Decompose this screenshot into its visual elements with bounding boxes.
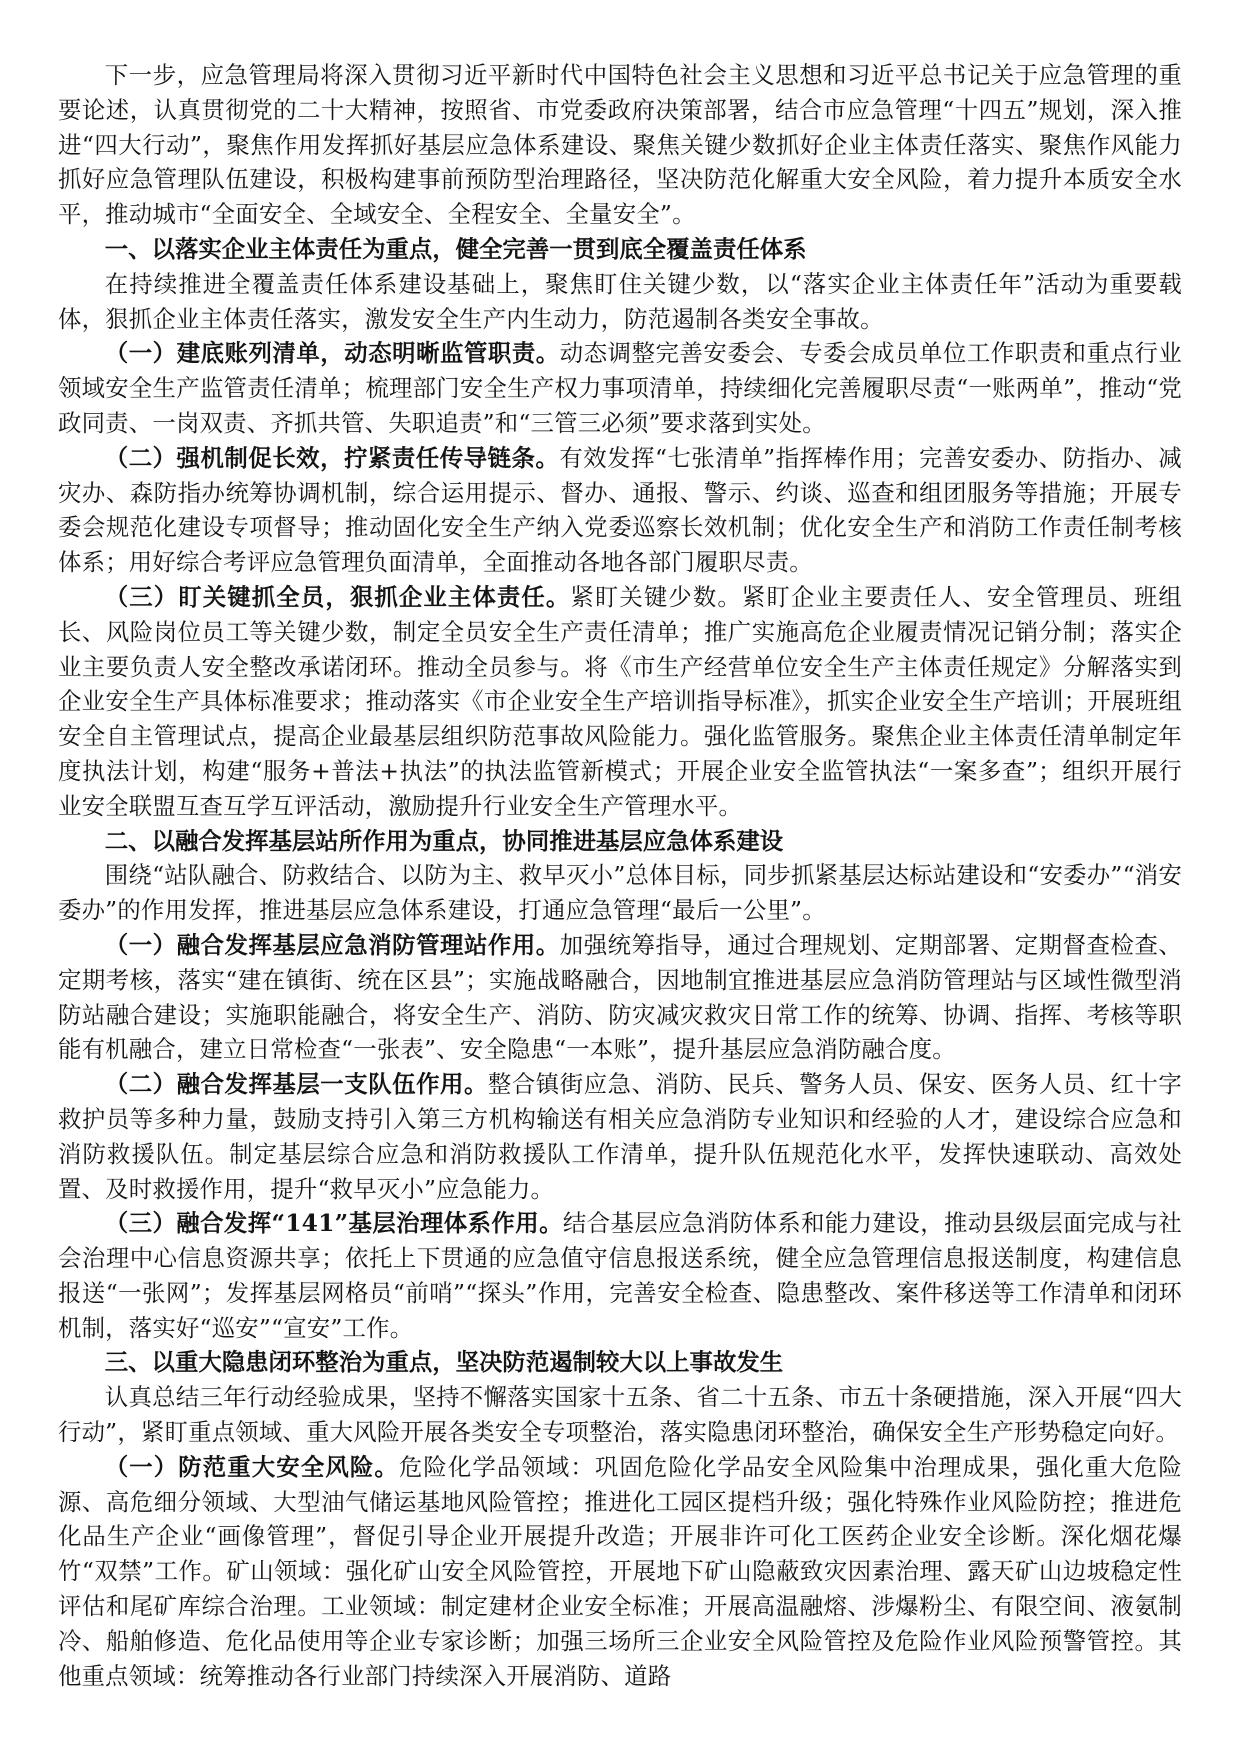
section-2-item-2-lead: （二）融合发挥基层一支队伍作用。	[104, 1070, 488, 1099]
section-3-item-1	[58, 1450, 1182, 1694]
section-2-item-2-text: 整合镇街应急、消防、民兵、警务人员、保安、医务人员、红十字救护员等多种力量，鼓励支持引入第三方机构输送有相关应急消防专业知识和经验的人才，建设综合应急和消防救援队伍。制定基层综合应急和消防救援队工作清单，提升队伍规范化水平，发挥快速联动、高效处置、及时救援作用，提升“救早灭小”应急能力。	[58, 1070, 1182, 1203]
section-1-item-2-lead: （二）强机制促长效，拧紧责任传导链条。	[104, 443, 560, 472]
section-3-item-1-text: 危险化学品领域：巩固危险化学品安全风险集中治理成果，强化重大危险源、高危细分领域、大型油气储运基地风险管控；推进化工园区提档升级；强化特殊作业风险防控；推进危化品生产企业“画像管理”，督促引导企业开展提升改造；开展非许可化工医药企业安全诊断。深化烟花爆竹“双禁”工作。矿山领域：强化矿山安全风险管控，开展地下矿山隐蔽致灾因素治理、露天矿山边坡稳定性评估和尾矿库综合治理。工业领域：制定建材企业安全标准；开展高温融熔、涉爆粉尘、有限空间、液氨制冷、船舶修造、危化品使用等企业专家诊断；加强三场所三企业安全风险管控及危险作业风险预警管控。其他重点领域：统筹推动各行业部门持续深入开展消防、道路	[58, 1452, 1182, 1690]
section-1-item-1-text: 动态调整完善安委会、专委会成员单位工作职责和重点行业领域安全生产监管责任清单；梳理部门安全生产权力事项清单，持续细化完善履职尽责“一账两单”，推动“党政同责、一岗双责、齐抓共管、失职追责”和“三管三必须”要求落到实处。	[58, 339, 1182, 437]
section-1-item-2-text: 有效发挥“七张清单”指挥棒作用；完善安委办、防指办、减灾办、森防指办统筹协调机制，综合运用提示、督办、通报、警示、约谈、巡查和组团服务等措施；开展专委会规范化建设专项督导；推动固化安全生产纳入党委巡察长效机制；优化安全生产和消防工作责任制考核体系；用好综合考评应急管理负面清单，全面推动各地各部门履职尽责。	[58, 443, 1182, 577]
section-3-intro: 认真总结三年行动经验成果，坚持不懈落实国家十五条、省二十五条、市五十条硬措施，深入开展“四大行动”，紧盯重点领域、重大风险开展各类安全专项整治，落实隐患闭环整治，确保安全生产形势稳定向好。	[58, 1383, 1182, 1447]
section-1-item-3-lead: （三）盯关键抓全员，狠抓企业主体责任。	[104, 582, 571, 611]
section-1-item-3	[58, 580, 1182, 824]
section-2-item-1	[58, 928, 1182, 1067]
section-2-item-3-lead: （三）融合发挥“141”基层治理体系作用。	[104, 1209, 563, 1238]
section-2-intro: 围绕“站队融合、防救结合、以防为主、救早灭小”总体目标，同步抓紧基层达标站建设和“安委办”“消安委办”的作用发挥，推进基层应急体系建设，打通应急管理“最后一公里”。	[58, 861, 1182, 925]
section-1-intro: 在持续推进全覆盖责任体系建设基础上，聚焦盯住关键少数，以“落实企业主体责任年”活动为重要载体，狠抓企业主体责任落实，激发安全生产内生动力，防范遏制各类安全事故。	[58, 269, 1182, 333]
section-1-item-1	[58, 336, 1182, 440]
intro-paragraph: 下一步，应急管理局将深入贯彻习近平新时代中国特色社会主义思想和习近平总书记关于应急管理的重要论述，认真贯彻党的二十大精神，按照省、市党委政府决策部署，结合市应急管理“十四五”规划，深入推进“四大行动”，聚焦作用发挥抓好基层应急体系建设、聚焦关键少数抓好企业主体责任落实、聚焦作风能力抓好应急管理队伍建设，积极构建事前预防型治理路径，坚决防范化解重大安全风险，着力提升本质安全水平，推动城市“全面安全、全域安全、全程安全、全量安全”。	[58, 61, 1182, 229]
section-2-item-1-text: 加强统筹指导，通过合理规划、定期部署、定期督查检查、定期考核，落实“建在镇街、统在区县”；实施战略融合，因地制宜推进基层应急消防管理站与区域性微型消防站融合建设；实施职能融合，将安全生产、消防、防灾减灾救灾日常工作的统筹、协调、指挥、考核等职能有机融合，建立日常检查“一张表”、安全隐患“一本账”，提升基层应急消防融合度。	[58, 930, 1182, 1064]
section-2-item-3-text: 结合基层应急消防体系和能力建设，推动县级层面完成与社会治理中心信息资源共享；依托上下贯通的应急值守信息报送系统，健全应急管理信息报送制度，构建信息报送“一张网”；发挥基层网格员“前哨”“探头”作用，完善安全检查、隐患整改、案件移送等工作清单和闭环机制，落实好“巡安”“宣安”工作。	[58, 1209, 1182, 1342]
section-3-item-1-lead: （一）防范重大安全风险。	[104, 1452, 399, 1481]
section-3-heading: 三、以重大隐患闭环整治为重点，坚决防范遏制较大以上事故发生	[104, 1348, 784, 1377]
section-1-item-1-lead: （一）建底账列清单，动态明晰监管职责。	[104, 339, 560, 368]
section-1-item-3-text: 紧盯关键少数。紧盯企业主要责任人、安全管理员、班组长、风险岗位员工等关键少数，制定全员安全生产责任清单；推广实施高危企业履责情况记销分制；落实企业主要负责人安全整改承诺闭环。推动全员参与。将《市生产经营单位安全生产主体责任规定》分解落实到企业安全生产具体标准要求；推动落实《市企业安全生产培训指导标准》，抓实企业安全生产培训；开展班组安全自主管理试点，提高企业最基层组织防范事故风险能力。强化监管服务。聚焦企业主体责任清单制定年度执法计划，构建“服务+普法+执法”的执法监管新模式；开展企业安全监管执法“一案多查”；组织开展行业安全联盟互查互学互评活动，激励提升行业安全生产管理水平。	[58, 582, 1182, 820]
section-1-heading: 一、以落实企业主体责任为重点，健全完善一贯到底全覆盖责任体系	[104, 234, 807, 263]
section-2-item-1-lead: （一）融合发挥基层应急消防管理站作用。	[104, 930, 560, 959]
section-2-item-3	[58, 1206, 1182, 1345]
section-2-heading: 二、以融合发挥基层站所作用为重点，协同推进基层应急体系建设	[104, 826, 784, 855]
section-1-item-2	[58, 441, 1182, 580]
section-2-item-2	[58, 1067, 1182, 1206]
